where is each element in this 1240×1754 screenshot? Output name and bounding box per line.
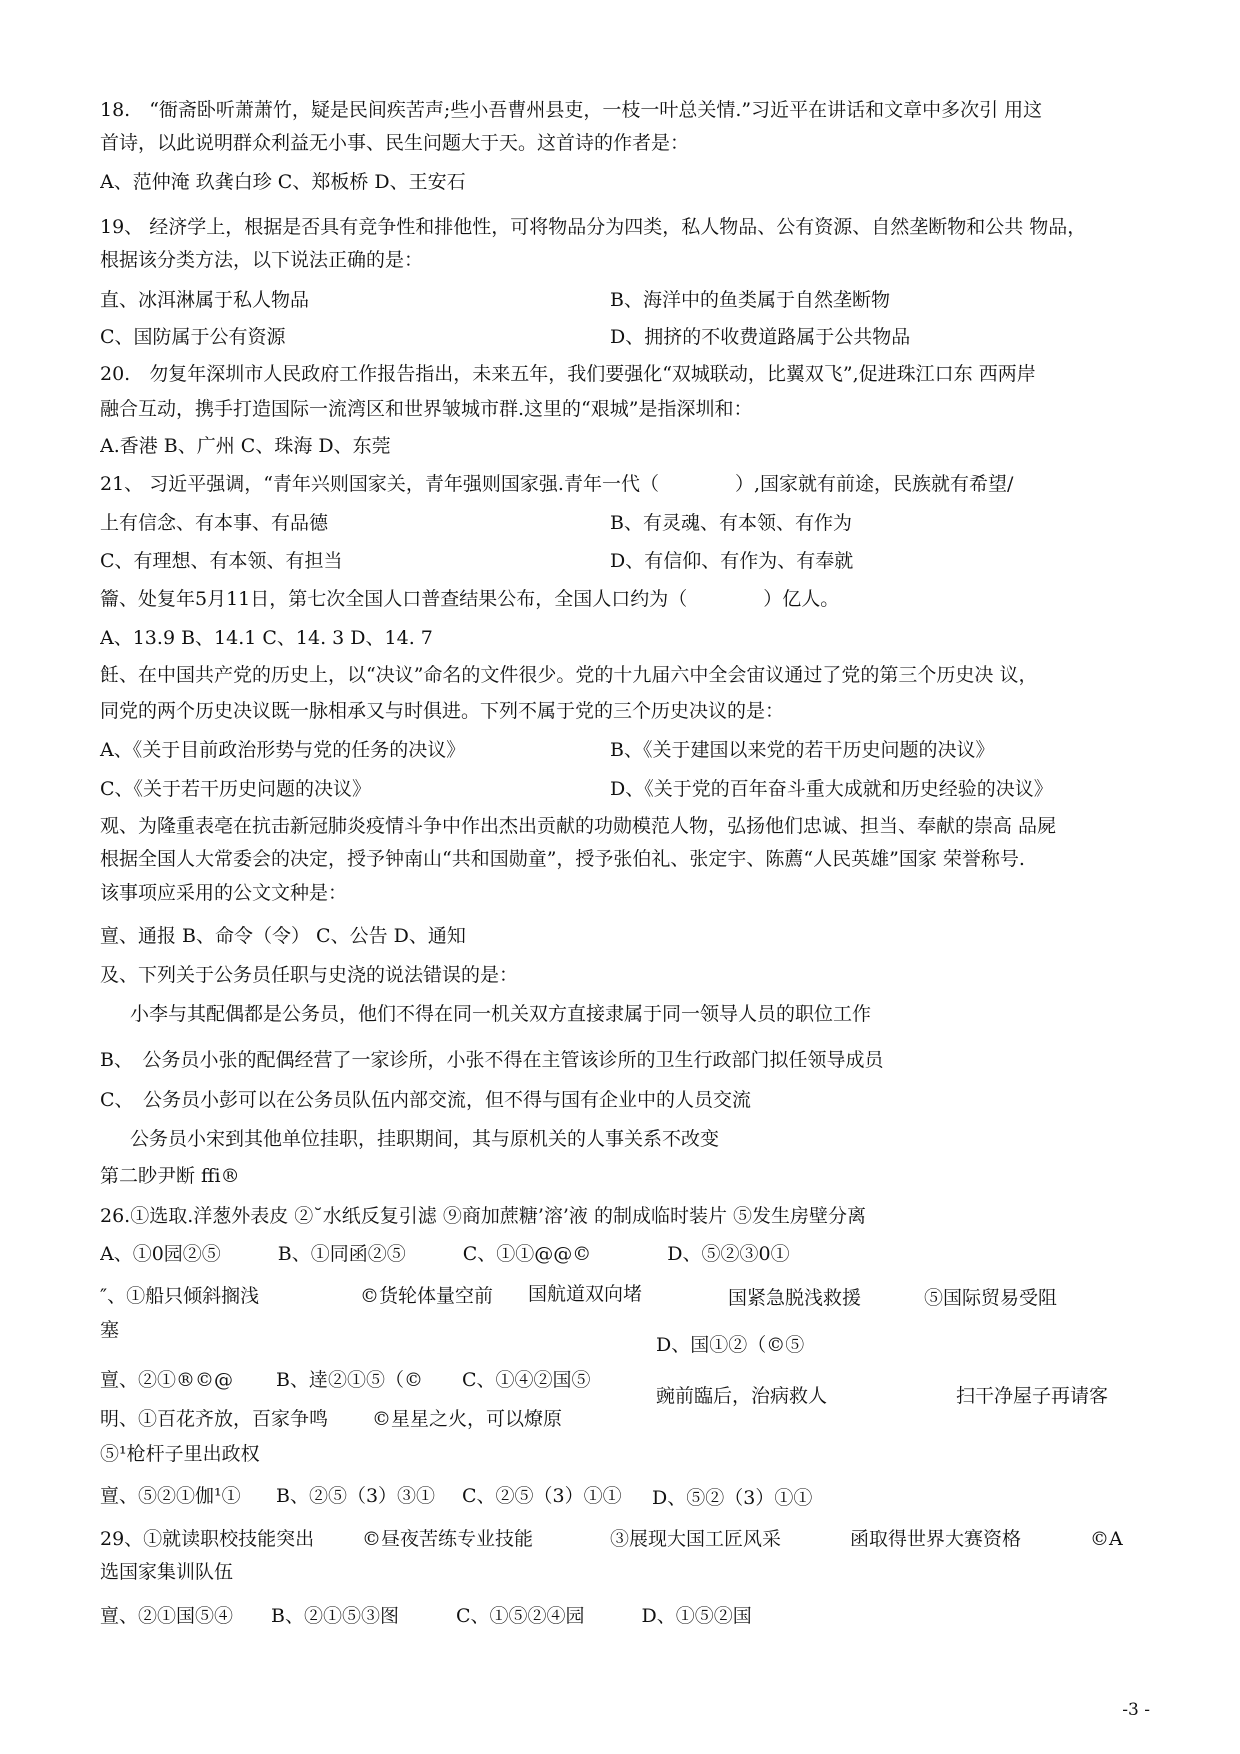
q29-item-3: ③展现大国工匠风采	[610, 1528, 782, 1550]
q18-text-line2: 首诗，以此说明群众利益无小事、民生问题大于天。这首诗的作者是：	[100, 132, 690, 154]
q28-option-a: 亶、⑤②①伽¹①	[100, 1485, 241, 1507]
q21-option-a: 上有信念、有本事、有品德	[100, 512, 329, 534]
q20-text-line2: 融合互动，携手打造国际一流湾区和世界皱城市群.这里的“艰城”是指深圳和：	[100, 398, 753, 420]
q23-option-a: A、《关于目前政治形势与党的任务的决议》	[100, 739, 466, 761]
q28-option-b: B、②⑤（3）③①	[276, 1485, 436, 1507]
q21-option-b: B、有灵魂、有本领、有作为	[610, 512, 852, 534]
q19-text-line1: 19、 经济学上，根据是否具有竞争性和排他性，可将物品分为四类，私人物品、公有资源、自然垄断物和公共 物品，	[100, 216, 1087, 238]
q23-option-c: C、《关于若干历史问题的决议》	[100, 778, 372, 800]
q23-text-line2: 同党的两个历史决议既一脉相承又与时俱进。下列不属于党的三个历史决议的是：	[100, 700, 785, 722]
q27-option-c: C、①④②国⑤	[462, 1369, 591, 1391]
q21-option-d: D、有信仰、有作为、有奉就	[610, 550, 854, 572]
q29-item-2: ©昼夜苦练专业技能	[362, 1528, 534, 1550]
q25-option-a: 小李与其配偶都是公务员，他们不得在同一机关双方直接隶属于同一领导人员的职位工作	[130, 1003, 872, 1025]
q26-options: A、①0园②⑤ B、①同函②⑤ C、①①@@© D、⑤②③0①	[100, 1243, 790, 1265]
q27-item-3-cont: 塞	[100, 1319, 120, 1341]
q29-options: 亶、②①国⑤④ B、②①⑤③图 C、①⑤②④园 D、①⑤②国	[100, 1605, 752, 1627]
q23-option-b: B、《关于建国以来党的若干历史问题的决议》	[610, 739, 995, 761]
section-heading: 第二眇尹断 ffi®	[100, 1165, 240, 1187]
q24-text-line1: 观、为隆重表亳在抗击新冠肺炎疫情斗争中作出杰出贡献的功勋模范人物，弘扬他们忠诚、担当、奉献的崇高 品屍	[100, 815, 1057, 837]
q27-option-a: 亶、②①®©@	[100, 1369, 234, 1391]
q24-text-line3: 该事项应采用的公文文种是：	[100, 882, 348, 904]
q25-option-d: 公务员小宋到其他单位挂职，挂职期间，其与原机关的人事关系不改变	[130, 1128, 720, 1150]
q25-option-b: B、 公务员小张的配偶经营了一家诊所，小张不得在主管该诊所的卫生行政部门拟任领导成员	[100, 1049, 884, 1071]
q19-option-b: B、海洋中的鱼类属于自然垄断物	[610, 289, 890, 311]
q27-item-1: ″、①船只倾斜搁浅	[100, 1285, 260, 1307]
q23-option-d: D、《关于党的百年奋斗重大成就和历史经验的决议》	[610, 778, 1053, 800]
q28-item-3: ⑤¹枪杆子里出政权	[100, 1443, 260, 1465]
q29-item-5-cont: 选国家集训队伍	[100, 1561, 234, 1583]
q20-options: A.香港 B、广州 C、珠海 D、东莞	[100, 435, 391, 457]
q22-options: A、13.9 B、14.1 C、14. 3 D、14. 7	[100, 627, 433, 649]
q25-option-c: C、 公务员小彭可以在公务员队伍内部交流，但不得与国有企业中的人员交流	[100, 1089, 752, 1111]
q21-text: 21、 习近平强调，“青年兴则国家关，青年强则国家强.青年一代（ ）,国家就有前途，民族就有希望/	[100, 473, 1014, 495]
q19-option-c: C、国防属于公有资源	[100, 326, 286, 348]
q28-item-1: 明、①百花齐放，百家争鸣	[100, 1408, 329, 1430]
q27-option-b: B、逹②①⑤（©	[276, 1369, 423, 1391]
q29-item-1: 29、①就读职校技能突出	[100, 1528, 315, 1550]
q27-option-d: D、国①②（©⑤	[656, 1334, 805, 1356]
q20-text-line1: 20. 勿复年深圳市人民政府工作报告指出，未来五年，我们要强化“双城联动，比翼双飞”,促进珠江口东 西两岸	[100, 363, 1036, 385]
q29-item-5: ©A	[1090, 1528, 1123, 1550]
page-number: -3 -	[1122, 1700, 1150, 1720]
q25-text: 及、下列关于公务员任职与史浇的说法错误的是：	[100, 964, 519, 986]
q19-option-a: 直、冰洱淋属于私人物品	[100, 289, 310, 311]
q22-text: 籥、处复年5月11日，第七次全国人口普查结果公布，全国人口约为（ ）亿人。	[100, 588, 840, 610]
q23-text-line1: 飪、在中国共产党的历史上，以“决议”命名的文件很少。党的十九届六中全会宙议通过了党的第三个历史决 议，	[100, 664, 1038, 686]
q28-option-c: C、②⑤（3）①①	[462, 1485, 622, 1507]
q28-item-5: 扫干净屋子再请客	[956, 1385, 1109, 1407]
q18-options: A、范仲淹 玖龚白珍 C、郑板桥 D、王安石	[100, 171, 466, 193]
q27-item-2: ©货轮体量空前	[360, 1285, 494, 1307]
q28-option-d: D、⑤②（3）①①	[652, 1487, 813, 1509]
q26-text: 26.①选取.洋葱外表皮 ②˘水纸反复引滤 ⑨商加蔗糖’溶’液 的制成临时装片 ⑤发生房壁分离	[100, 1205, 866, 1227]
q28-item-2: ©星星之火，可以燎原	[372, 1408, 563, 1430]
q19-option-d: D、拥挤的不收费道路属于公共物品	[610, 326, 911, 348]
q24-text-line2: 根据全国人大常委会的决定，授予钟南山“共和国勋童”，授予张伯礼、张定宇、陈薦“人民英雄”国家 荣誉称号.	[100, 848, 1025, 870]
q28-item-4: 豌前臨后，治病救人	[656, 1385, 828, 1407]
q27-item-4: 国紧急脱浅救援	[728, 1287, 862, 1309]
q18-text-line1: 18. “衙斋卧听萧萧竹，疑是民间疾苦声;些小吾曹州县吏，一枝一叶总关情.”习近平在讲话和文章中多次引 用这	[100, 99, 1043, 121]
q29-item-4: 函取得世界大赛资格	[850, 1528, 1022, 1550]
q27-item-3: 国航道双向堵	[528, 1283, 643, 1305]
q27-item-5: ⑤国际贸易受阻	[924, 1287, 1058, 1309]
q21-option-c: C、有理想、有本领、有担当	[100, 550, 343, 572]
q19-text-line2: 根据该分类方法，以下说法正确的是：	[100, 249, 424, 271]
q24-options: 亶、通报 B、命令（令） C、公告 D、通知	[100, 925, 466, 947]
